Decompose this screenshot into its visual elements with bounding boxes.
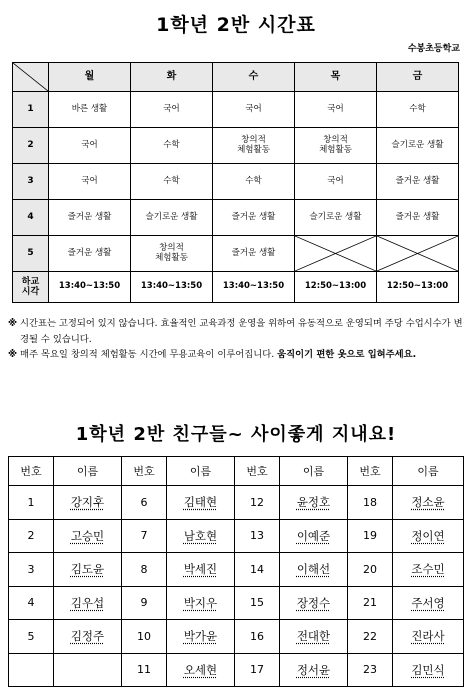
timetable-header-row xyxy=(13,63,459,92)
roster-row xyxy=(9,553,464,587)
dismissal-time: 12:50~13:00 xyxy=(377,272,459,303)
subject-cell: 국어 xyxy=(49,128,131,164)
student-number: 14 xyxy=(235,553,280,587)
student-number: 9 xyxy=(122,586,167,620)
student-name: 고승민 xyxy=(54,519,122,553)
period-number: 4 xyxy=(13,200,49,236)
note-mark: ※ xyxy=(8,349,18,360)
day-header: 금 xyxy=(377,63,459,92)
student-number: 7 xyxy=(122,519,167,553)
student-number: 18 xyxy=(348,486,393,520)
student-number: 13 xyxy=(235,519,280,553)
student-number: 15 xyxy=(235,586,280,620)
student-number: 4 xyxy=(9,586,54,620)
subject-cell: 즐거운 생활 xyxy=(49,200,131,236)
note-bold: 움직이기 편한 옷으로 입혀주세요. xyxy=(277,349,417,360)
period-number: 1 xyxy=(13,92,49,128)
friends-title: 1학년 2반 친구들~ 사이좋게 지내요! xyxy=(75,424,397,445)
number-header: 번호 xyxy=(122,457,167,486)
student-number: 23 xyxy=(348,653,393,687)
student-number xyxy=(9,653,54,687)
student-name xyxy=(54,653,122,687)
student-number: 2 xyxy=(9,519,54,553)
roster-row xyxy=(9,620,464,654)
student-number: 6 xyxy=(122,486,167,520)
student-name: 박세진 xyxy=(167,553,235,587)
student-number: 5 xyxy=(9,620,54,654)
name-header: 이름 xyxy=(54,457,122,486)
school-name: 수봉초등학교 xyxy=(407,44,460,54)
subject-cell: 슬기로운 생활 xyxy=(295,200,377,236)
student-number: 10 xyxy=(122,620,167,654)
student-name: 주서영 xyxy=(393,586,464,620)
roster-row xyxy=(9,653,464,687)
student-number: 20 xyxy=(348,553,393,587)
student-number: 11 xyxy=(122,653,167,687)
student-name: 김정주 xyxy=(54,620,122,654)
day-header: 화 xyxy=(131,63,213,92)
dismissal-time: 13:40~13:50 xyxy=(49,272,131,303)
student-number: 21 xyxy=(348,586,393,620)
student-name: 전대한 xyxy=(280,620,348,654)
subject-cell: 창의적 체험활동 xyxy=(131,236,213,272)
empty-slot xyxy=(377,236,459,272)
student-name: 이해선 xyxy=(280,553,348,587)
roster-row xyxy=(9,486,464,520)
name-header: 이름 xyxy=(393,457,464,486)
note-text: 시간표는 고정되어 있지 않습니다. 효율적인 교육과정 운영을 위하여 유동적으로 운영되며 주당 수업시수가 변경될 수 있습니다. xyxy=(20,318,463,345)
student-number: 1 xyxy=(9,486,54,520)
name-header: 이름 xyxy=(167,457,235,486)
subject-cell: 국어 xyxy=(295,164,377,200)
student-name: 조수민 xyxy=(393,553,464,587)
dismissal-time: 13:40~13:50 xyxy=(213,272,295,303)
day-header: 수 xyxy=(213,63,295,92)
student-name: 김태현 xyxy=(167,486,235,520)
timetable-row xyxy=(13,164,459,200)
student-name: 장정수 xyxy=(280,586,348,620)
student-number: 12 xyxy=(235,486,280,520)
subject-cell: 국어 xyxy=(295,92,377,128)
note-item xyxy=(8,347,466,363)
note-mark: ※ xyxy=(8,318,18,329)
period-number: 3 xyxy=(13,164,49,200)
notes xyxy=(8,316,466,363)
subject-cell: 즐거운 생활 xyxy=(377,200,459,236)
subject-cell: 국어 xyxy=(131,92,213,128)
dismissal-time: 13:40~13:50 xyxy=(131,272,213,303)
empty-slot xyxy=(295,236,377,272)
roster-row xyxy=(9,586,464,620)
roster-header-row xyxy=(9,457,464,486)
student-number: 8 xyxy=(122,553,167,587)
student-number: 16 xyxy=(235,620,280,654)
student-name: 김민식 xyxy=(393,653,464,687)
subject-cell: 즐거운 생활 xyxy=(377,164,459,200)
subject-cell: 국어 xyxy=(49,164,131,200)
name-header: 이름 xyxy=(280,457,348,486)
subject-cell: 즐거운 생활 xyxy=(49,236,131,272)
student-name: 윤정호 xyxy=(280,486,348,520)
subject-cell: 바른 생활 xyxy=(49,92,131,128)
timetable-row xyxy=(13,236,459,272)
subject-cell: 수학 xyxy=(213,164,295,200)
number-header: 번호 xyxy=(235,457,280,486)
timetable-row xyxy=(13,92,459,128)
dismissal-time: 12:50~13:00 xyxy=(295,272,377,303)
student-name: 박가윤 xyxy=(167,620,235,654)
subject-cell: 수학 xyxy=(131,164,213,200)
student-roster xyxy=(8,456,464,687)
subject-cell: 슬기로운 생활 xyxy=(377,128,459,164)
student-name: 정소윤 xyxy=(393,486,464,520)
timetable xyxy=(12,62,459,303)
page-title: 1학년 2반 시간표 xyxy=(156,14,316,36)
timetable-row xyxy=(13,128,459,164)
number-header: 번호 xyxy=(9,457,54,486)
student-number: 19 xyxy=(348,519,393,553)
roster-row xyxy=(9,519,464,553)
note-text: 매주 목요일 창의적 체험활동 시간에 무용교육이 이루어집니다. xyxy=(20,349,278,360)
corner-cell xyxy=(13,63,49,92)
student-name: 강지후 xyxy=(54,486,122,520)
student-name: 박지우 xyxy=(167,586,235,620)
period-number: 2 xyxy=(13,128,49,164)
note-item xyxy=(8,316,466,347)
subject-cell: 슬기로운 생활 xyxy=(131,200,213,236)
subject-cell: 국어 xyxy=(213,92,295,128)
student-number: 17 xyxy=(235,653,280,687)
subject-cell: 즐거운 생활 xyxy=(213,200,295,236)
period-number: 5 xyxy=(13,236,49,272)
student-name: 정이연 xyxy=(393,519,464,553)
dismissal-label: 하교 시각 xyxy=(13,272,49,303)
subject-cell: 창의적 체험활동 xyxy=(295,128,377,164)
student-name: 김우섭 xyxy=(54,586,122,620)
day-header: 월 xyxy=(49,63,131,92)
student-number: 3 xyxy=(9,553,54,587)
day-header: 목 xyxy=(295,63,377,92)
subject-cell: 즐거운 생활 xyxy=(213,236,295,272)
student-name: 오세현 xyxy=(167,653,235,687)
subject-cell: 수학 xyxy=(377,92,459,128)
number-header: 번호 xyxy=(348,457,393,486)
student-name: 정서윤 xyxy=(280,653,348,687)
subject-cell: 창의적 체험활동 xyxy=(213,128,295,164)
student-name: 김도윤 xyxy=(54,553,122,587)
dismissal-row xyxy=(13,272,459,303)
subject-cell: 수학 xyxy=(131,128,213,164)
student-name: 이예준 xyxy=(280,519,348,553)
student-number: 22 xyxy=(348,620,393,654)
student-name: 진라사 xyxy=(393,620,464,654)
student-name: 남호현 xyxy=(167,519,235,553)
timetable-row xyxy=(13,200,459,236)
